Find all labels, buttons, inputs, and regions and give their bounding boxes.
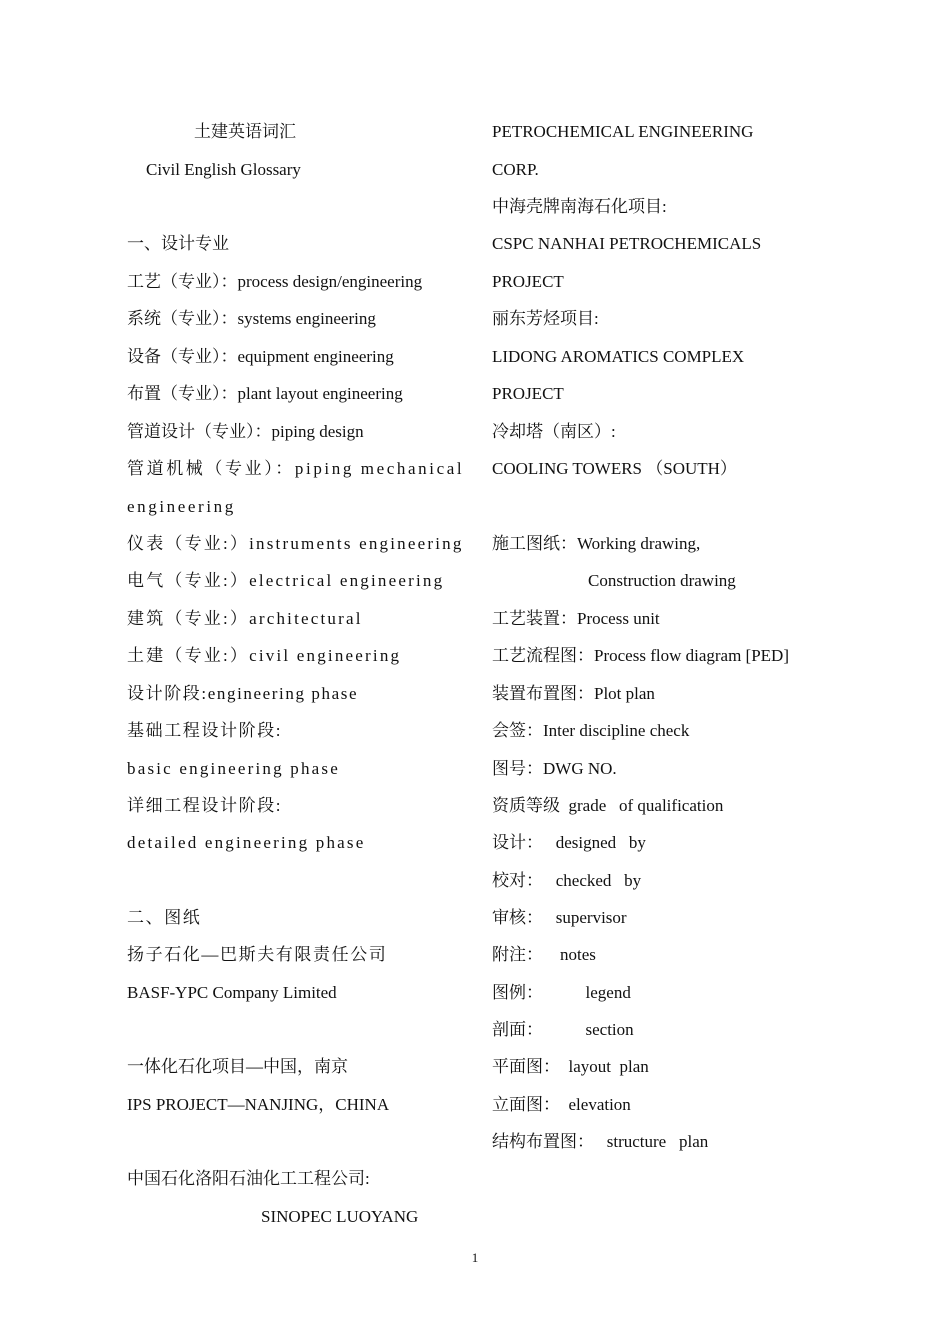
term-line: 校对： checked by: [492, 871, 642, 890]
title-cn: 土建英语词汇: [194, 122, 296, 141]
term-line: PROJECT: [492, 384, 564, 403]
term-line: 基础工程设计阶段:: [127, 721, 283, 740]
term-line: 建筑（专业:）architectural: [127, 609, 363, 628]
term-line: Construction drawing: [588, 571, 736, 590]
term-line: 工艺流程图：Process flow diagram [PED]: [492, 646, 789, 665]
term-line: 平面图： layout plan: [492, 1057, 649, 1076]
term-line: 丽东芳烃项目:: [492, 309, 599, 328]
section-heading: 二、图纸: [127, 908, 202, 927]
section-heading: 一、设计专业: [127, 234, 229, 253]
term-line: detailed engineering phase: [127, 833, 366, 852]
term-line: 冷却塔（南区）:: [492, 422, 616, 441]
term-line: 系统（专业）：systems engineering: [127, 309, 376, 328]
term-line: 装置布置图：Plot plan: [492, 684, 655, 703]
term-line: 审核： supervisor: [492, 908, 627, 927]
term-line: BASF-YPC Company Limited: [127, 983, 337, 1002]
term-line: 工艺装置：Process unit: [492, 609, 660, 628]
term-line: 中海壳牌南海石化项目:: [492, 197, 667, 216]
term-line: 扬子石化—巴斯夫有限责任公司: [127, 945, 388, 964]
term-line: 附注： notes: [492, 945, 596, 964]
term-line: 立面图： elevation: [492, 1095, 631, 1114]
page-number: 1: [471, 1250, 479, 1265]
term-line: 详细工程设计阶段:: [127, 796, 283, 815]
term-line: 工艺（专业）：process design/engineering: [127, 272, 423, 291]
term-line: LIDONG AROMATICS COMPLEX: [492, 347, 745, 366]
term-line: 电气（专业:）electrical engineering: [127, 571, 445, 590]
term-line: 一体化石化项目—中国，南京: [127, 1057, 348, 1076]
term-line: COOLING TOWERS （SOUTH）: [492, 459, 737, 478]
term-line: PETROCHEMICAL ENGINEERING: [492, 122, 754, 141]
term-line: 管道机械（专业）：piping mechanical: [127, 459, 465, 478]
term-line: 结构布置图： structure plan: [492, 1132, 709, 1151]
term-line: basic engineering phase: [127, 759, 340, 778]
term-line: 设计阶段:engineering phase: [127, 684, 359, 703]
term-line: 会签：Inter discipline check: [492, 721, 690, 740]
term-line: CORP.: [492, 160, 539, 179]
term-line: 土建（专业:）civil engineering: [127, 646, 402, 665]
term-line: 中国石化洛阳石油化工工程公司:: [127, 1169, 370, 1188]
term-line: PROJECT: [492, 272, 564, 291]
term-line: SINOPEC LUOYANG: [261, 1207, 419, 1226]
term-line: 施工图纸：Working drawing,: [492, 534, 701, 553]
term-line: 图号：DWG NO.: [492, 759, 617, 778]
term-line: 设备（专业）：equipment engineering: [127, 347, 394, 366]
term-line: 图例： legend: [492, 983, 631, 1002]
term-line: 布置（专业）：plant layout engineering: [127, 384, 403, 403]
term-line: 仪表（专业:）instruments engineering: [127, 534, 464, 553]
term-line: IPS PROJECT—NANJING，CHINA: [127, 1095, 390, 1114]
term-line: 管道设计（专业）：piping design: [127, 422, 364, 441]
title-en: Civil English Glossary: [146, 160, 301, 179]
term-line: CSPC NANHAI PETROCHEMICALS: [492, 234, 762, 253]
term-line: 资质等级 grade of qualification: [492, 796, 724, 815]
term-line: engineering: [127, 497, 236, 516]
term-line: 设计： designed by: [492, 833, 646, 852]
term-line: 剖面： section: [492, 1020, 634, 1039]
